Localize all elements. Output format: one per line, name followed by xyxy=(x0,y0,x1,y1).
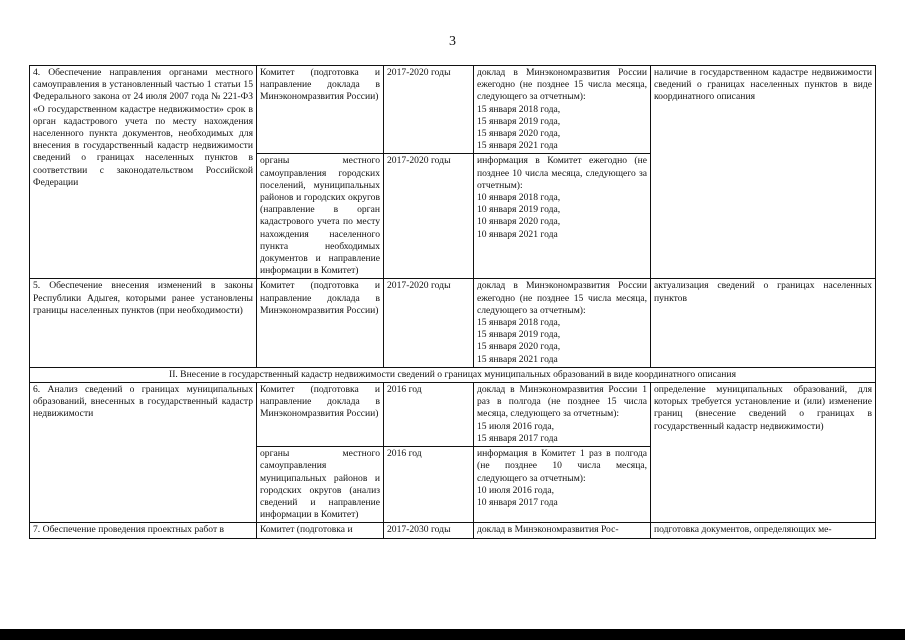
table-row xyxy=(30,279,876,367)
reporting-date: 15 января 2021 года xyxy=(477,140,558,152)
period-cell: 2017-2030 годы xyxy=(384,523,474,538)
reporting-date: 10 января 2020 года, xyxy=(477,216,561,228)
page-number: 3 xyxy=(449,34,456,49)
reporting-cell xyxy=(474,523,651,538)
period-cell: 2016 год xyxy=(384,447,474,523)
executor-cell: органы местного самоуправления городских поселений, муниципальных районов и городских округов (направление в орган кадастрового учета по месту нахождения населенного пункта необходимых документов и направление информации в Комитет) xyxy=(257,154,384,279)
period-cell: 2017-2020 годы xyxy=(384,66,474,154)
section-heading-row xyxy=(30,367,876,382)
reporting-cell xyxy=(474,154,651,279)
reporting-text: информация в Комитет 1 раз в полгода (не позднее 10 числа месяца, следующего за отчетным): xyxy=(477,448,647,484)
period-cell: 2017-2020 годы xyxy=(384,154,474,279)
reporting-cell xyxy=(474,383,651,447)
reporting-cell xyxy=(474,66,651,154)
reporting-date: 10 января 2021 года xyxy=(477,228,558,240)
result-cell: определение муниципальных образований, для которых требуется установление и (или) изменение границ (внесение сведений о границах в государственный кадастр недвижимости) xyxy=(651,383,876,523)
executor-cell: Комитет (подготовка и направление доклада в Минэкономразвития России) xyxy=(257,383,384,447)
reporting-text: доклад в Минэкономразвития России ежегодно (не позднее 15 числа месяца, следующего за отчетным): xyxy=(477,280,647,316)
table-row xyxy=(30,66,876,154)
reporting-date: 10 января 2019 года, xyxy=(477,204,561,216)
reporting-date: 10 июля 2016 года, xyxy=(477,484,554,496)
reporting-text: доклад в Минэкономразвития России 1 раз в полгода (не позднее 15 числа месяца, следующего за отчетным): xyxy=(477,384,647,420)
scan-edge-bar xyxy=(0,629,905,640)
reporting-cell xyxy=(474,279,651,367)
measure-cell: 7. Обеспечение проведения проектных работ в xyxy=(30,523,257,538)
measure-cell: 4. Обеспечение направления органами местного самоуправления в установленный частью 1 статьи 15 Федерального закона от 24 июля 2007 года № 221-ФЗ «О государственном кадастре недвижимости» срок в орган кадастрового учета по месту нахождения населенного пункта документов, необходимых для внесения в государственный кадастр недвижимости сведений о границах населенных пунктов в соответствии с законодательством Российской Федерации xyxy=(30,66,257,279)
executor-cell: органы местного самоуправления муниципальных районов и городских округов (анализ сведений и направление информации в Комитет) xyxy=(257,447,384,523)
section-heading: II. Внесение в государственный кадастр недвижимости сведений о границах муниципальных образований в виде координатного описания xyxy=(30,367,876,382)
reporting-date: 15 января 2020 года, xyxy=(477,128,561,140)
reporting-text: доклад в Минэкономразвития России ежегодно (не позднее 15 числа месяца, следующего за отчетным): xyxy=(477,67,647,103)
period-cell: 2016 год xyxy=(384,383,474,447)
reporting-text: информация в Комитет ежегодно (не позднее 10 числа месяца, следующего за отчетным): xyxy=(477,155,647,191)
period-cell: 2017-2020 годы xyxy=(384,279,474,367)
reporting-date: 15 июля 2016 года, xyxy=(477,420,554,432)
measure-cell: 5. Обеспечение внесения изменений в законы Республики Адыгея, которыми ранее установлены границы населенных пунктов (при необходимости) xyxy=(30,279,257,367)
reporting-date: 15 января 2019 года, xyxy=(477,329,561,341)
result-cell: подготовка документов, определяющих ме- xyxy=(651,523,876,538)
reporting-date: 15 января 2020 года, xyxy=(477,341,561,353)
executor-cell: Комитет (подготовка и направление доклада в Минэкономразвития России) xyxy=(257,66,384,154)
plan-table xyxy=(29,65,876,539)
measure-cell: 6. Анализ сведений о границах муниципальных образований, внесенных в государственный кадастр недвижимости xyxy=(30,383,257,523)
reporting-date: 10 января 2018 года, xyxy=(477,192,561,204)
reporting-date: 15 января 2018 года, xyxy=(477,103,561,115)
reporting-date: 15 января 2017 года xyxy=(477,432,558,444)
reporting-date: 10 января 2017 года xyxy=(477,496,558,508)
table-row xyxy=(30,383,876,447)
executor-cell: Комитет (подготовка и xyxy=(257,523,384,538)
reporting-text: доклад в Минэкономразвития Рос- xyxy=(477,524,619,536)
reporting-date: 15 января 2019 года, xyxy=(477,115,561,127)
result-cell: актуализация сведений о границах населенных пунктов xyxy=(651,279,876,367)
reporting-date: 15 января 2018 года, xyxy=(477,317,561,329)
executor-cell: Комитет (подготовка и направление доклада в Минэкономразвития России) xyxy=(257,279,384,367)
table-row xyxy=(30,523,876,538)
reporting-date: 15 января 2021 года xyxy=(477,353,558,365)
result-cell: наличие в государственном кадастре недвижимости сведений о границах населенных пунктов в виде координатного описания xyxy=(651,66,876,279)
reporting-cell xyxy=(474,447,651,523)
